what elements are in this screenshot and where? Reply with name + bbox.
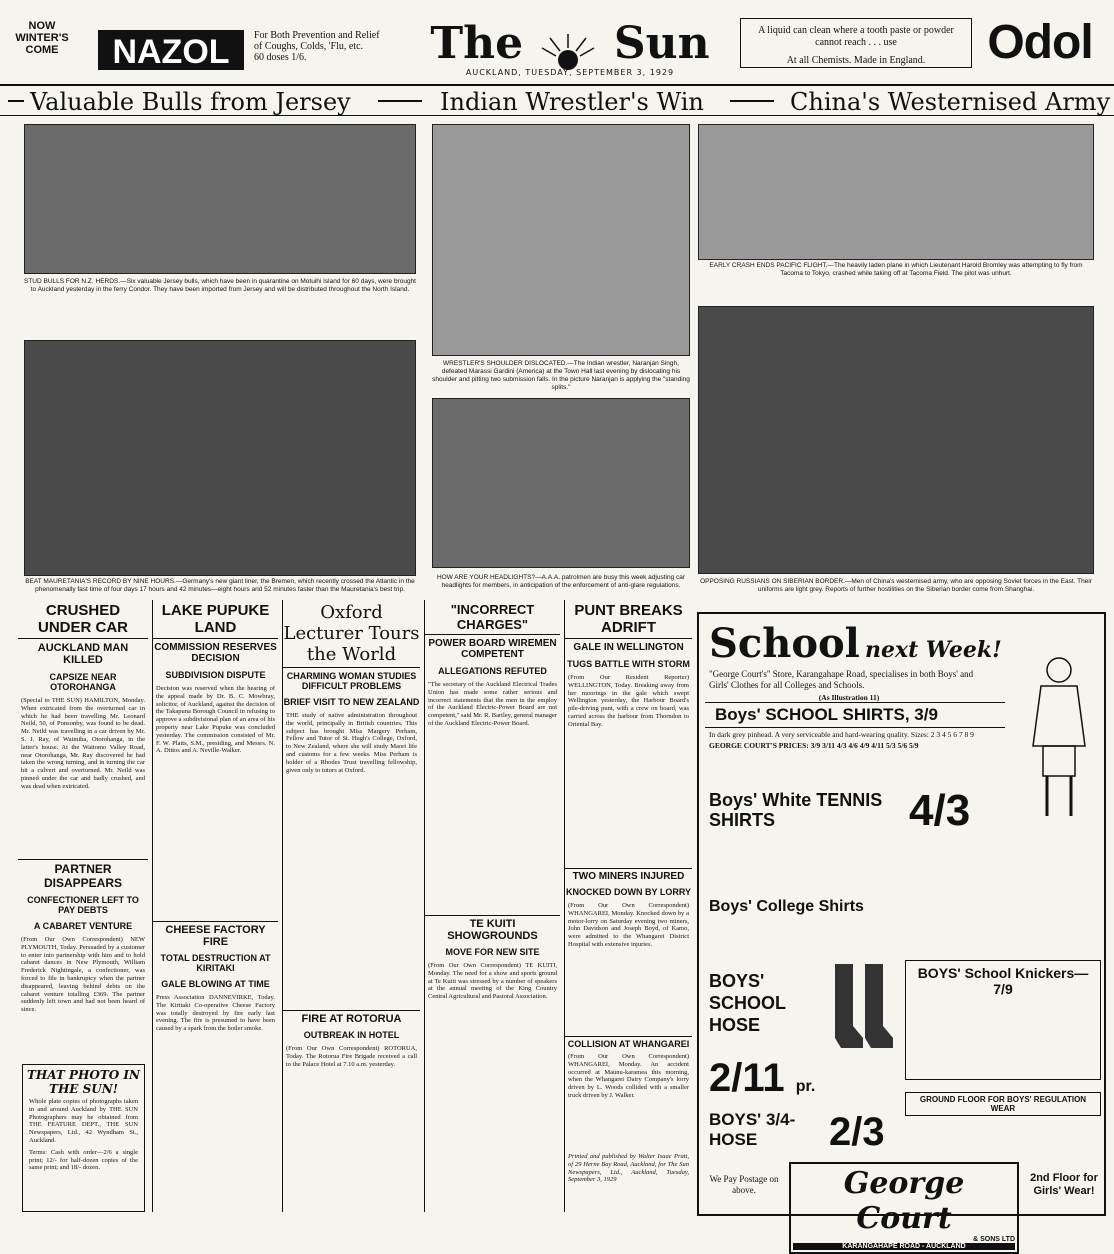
article-column-3 xyxy=(282,600,420,1212)
school-next-week: next Week! xyxy=(864,637,1002,663)
odol-ad-box xyxy=(740,18,972,68)
headline-wrestler: Indian Wrestler's Win xyxy=(440,88,704,116)
tennis-shirts-block xyxy=(709,790,909,830)
caption-liner: BEAT MAURETANIA'S RECORD BY NINE HOURS.—Germany's new giant liner, the Bremen, which recently crossed the Atlantic in the phenomenally fast time of four days 17 hours and 42 minutes—eight hours and 52 minutes faster than the Mauretania's best trip. xyxy=(25,578,415,593)
school-intro: "George Court's" Store, Karangahape Road, specialises in both Boys' and Girls' Clothes for all Colleges and Schools. xyxy=(709,669,974,690)
caption-bulls: STUD BULLS FOR N.Z. HERDS.—Six valuable Jersey bulls, which have been in quarantine on Motuihi Island for 60 days, were brought to Auckland yesterday in the ferry Condor. They have been imported from Jersey and will be distributed throughout the North Island. xyxy=(24,278,416,293)
headline-china: China's Westernised Army xyxy=(790,88,1111,116)
article-subheadline: CONFECTIONER LEFT TO PAY DEBTS xyxy=(27,895,139,915)
school-shirts-headline: Boys' SCHOOL SHIRTS, 3/9 xyxy=(705,702,1005,728)
boy-illustration-icon xyxy=(1019,652,1099,822)
article-headline: CHEESE FACTORY FIRE xyxy=(153,921,278,950)
article-subheadline: TUGS BATTLE WITH STORM xyxy=(567,659,690,669)
headline-rule xyxy=(730,100,774,102)
school-shirts-prices: GEORGE COURT'S PRICES: 3/9 3/11 4/3 4/6 4/9 4/11 5/3 5/6 5/9 xyxy=(709,741,919,750)
newspaper-title xyxy=(410,18,730,69)
article-subheadline: POWER BOARD WIREMEN COMPETENT xyxy=(428,638,557,660)
tennis-shirts-price: 4/3 xyxy=(909,786,971,835)
article-body: (From Our Own Correspondent) WHANGAREI, Monday. Knocked down by a motor-lorry on Saturday evening two miners, John Davidson and Joseph Boyd, of Kamo, were admitted to the Whangarei District Hospital with extensive injuries. xyxy=(568,902,689,948)
article-headline: LAKE PUPUKE LAND xyxy=(153,600,278,639)
article-body: (From Our Own Correspondent) ROTORUA, Today. The Rotorua Fire Brigade received a call to the Palace Hotel at 7.10 a.m. yesterday. xyxy=(286,1045,417,1068)
article-body: "The secretary of the Auckland Electrical Trades Union has made some rather serious and incorrect statements that the men in the employ of the Auckland Electric-Power Board are not competent," said Mr. R. Bartley, general manager of the Auckland Electric-Power Board. xyxy=(428,681,557,727)
photo-ad-terms: Terms: Cash with order—2/6 a single print; 12/- for half-dozen copies of the same print; and 18/- dozen. xyxy=(29,1148,138,1172)
headline-rule xyxy=(8,100,24,102)
headline-rule xyxy=(378,100,422,102)
article-headline: Oxford Lecturer Tours the World xyxy=(283,600,420,668)
photo-sales-ad xyxy=(22,1064,145,1212)
knickers-headline: BOYS' School Knickers—7/9 xyxy=(917,965,1089,997)
postage-note: We Pay Postage on above. xyxy=(709,1174,779,1195)
hose-price-unit: pr. xyxy=(795,1078,816,1095)
article-subheadline: CAPSIZE NEAR OTOROHANGA xyxy=(49,672,117,692)
winter-ad-text: NOW WINTER'S COME xyxy=(15,20,69,56)
three-quarter-hose-headline: BOYS' 3/4-HOSE xyxy=(709,1110,796,1149)
title-sun: Sun xyxy=(613,18,710,69)
article-headline: CRUSHED UNDER CAR xyxy=(18,600,148,639)
article-body: (From Our Own Correspondent) TE KUITI, Monday. The need for a show and sports ground at Te Kuiti was stressed by a number of speakers at the annual meeting of the King Country Central Agricultural and Pastoral Association. xyxy=(428,962,557,1001)
article-subheadline: SUBDIVISION DISPUTE xyxy=(165,670,266,680)
george-court-name: George Court xyxy=(843,1166,965,1236)
article-body: (Special to THE SUN) HAMILTON, Monday. When extricated from the overturned car in which he had been travelling Mr. Leonard Neild, 50, of Ponsonby, was found to be dead. Mr. Neild was travelling in a car driven by Mr. S. J. Ray, of Waimiha, Otorohanga, in the latter's house. At the Waitomo Valley Road, near Otorohanga, Mr. Ray discovered he had taken the wrong turning, and in turning the car hit a culvert and overturned. Mr. Neild was pinned under the car and badly crushed, and was dead when extricated. xyxy=(21,697,145,790)
headline-strip xyxy=(0,86,1114,116)
school-hose-headline: BOYS' SCHOOL HOSE xyxy=(709,971,786,1035)
article-headline: FIRE AT ROTORUA xyxy=(283,1010,420,1027)
hose-price xyxy=(709,1056,815,1101)
photo-liner xyxy=(24,340,416,576)
caption-headlights: HOW ARE YOUR HEADLIGHTS?—A.A.A. patrolmen are busy this week adjusting car headlights for members, in anticipation of the enforcement of anti-glare regulations. xyxy=(436,574,686,589)
article-headline: PARTNER DISAPPEARS xyxy=(18,859,148,892)
sun-emblem-icon xyxy=(538,32,598,62)
george-court-address: KARANGAHAPE ROAD - AUCKLAND xyxy=(793,1243,1015,1250)
hose-price-value: 2/11 xyxy=(709,1056,785,1100)
article-column-4 xyxy=(424,600,560,1212)
caption-crash: EARLY CRASH ENDS PACIFIC FLIGHT.—The heavily laden plane in which Lieutenant Harold Bromley was attempting to fly from Tacoma to Tokyo, crashed while taking off at Tacoma Field. The pilot was unhurt. xyxy=(709,262,1083,277)
article-headline: "INCORRECT CHARGES" xyxy=(425,600,560,635)
article-body: THE study of native administration throughout the world, principally in British countries. This subject has brought Miss Margery Perham, Fellow and Tutor of St. Hugh's College, Oxford, to New Zealand, where she will study Maori life and customs for a few weeks. Miss Perham is holder of a Rhodes Trust travelling fellowship, given only to tutors at Oxford. xyxy=(286,712,417,774)
article-body: (From Our Resident Reporter) WELLINGTON, Today. Breaking away from her moorings in the gale which swept Wellington yesterday, the Harbour Board's pile-driving punt, with a crew on board, was carried across the harbour from Thorndon to Oriental Bay. xyxy=(568,674,689,728)
photo-ad-body: Whole plate copies of photographs taken in and around Auckland by THE SUN Photographers may be obtained from THE FEATURE DEPT., THE SUN Newspapers, Ltd., 42 Wyndham St., Auckland. xyxy=(29,1098,138,1144)
photo-headlights xyxy=(432,398,690,568)
article-subheadline: CHARMING WOMAN STUDIES DIFFICULT PROBLEMS xyxy=(286,671,417,691)
photo-bulls xyxy=(24,124,416,274)
photo-plane-crash xyxy=(698,124,1094,260)
article-subheadline: BRIEF VISIT TO NEW ZEALAND xyxy=(283,697,420,707)
dateline: AUCKLAND, TUESDAY, SEPTEMBER 3, 1929 xyxy=(465,68,675,77)
article-subheadline: GALE IN WELLINGTON xyxy=(573,642,684,653)
article-subheadline: ALLEGATIONS REFUTED xyxy=(438,666,547,676)
article-headline: PUNT BREAKS ADRIFT xyxy=(565,600,692,639)
george-court-logo xyxy=(789,1162,1019,1254)
school-clothing-ad xyxy=(697,612,1106,1250)
article-subheadline: AUCKLAND MAN KILLED xyxy=(37,642,129,666)
tennis-shirts-headline: Boys' White TENNIS SHIRTS xyxy=(709,790,883,830)
nazol-ad-text xyxy=(254,30,384,63)
three-quarter-hose-price: 2/3 xyxy=(829,1110,885,1154)
imprint: Printed and published by Walter Isaac Pratt, of 29 Herne Bay Road, Auckland, for The Sun Newspapers, Ltd., Auckland, Tuesday, September 3, 1929 xyxy=(568,1153,689,1184)
article-body: Decision was reserved when the hearing of the appeal made by Dr. B. C. Mowbray, solicitor, of Auckland, against the decision of the Takapuna Borough Council in refusing to approve a subdivisional plan of an area of his property near Lake Pupuke was concluded yesterday. The commission consisted of Mr. F. W. Platts, S.M., presiding, and Messrs. N. A. Dittos and A. Neville-Walker. xyxy=(156,685,275,755)
college-shirts-headline: Boys' College Shirts xyxy=(709,898,864,915)
odol-ad-text: A liquid can clean where a tooth paste or powder cannot reach . . . use xyxy=(758,25,954,48)
photo-ad-headline: THAT PHOTO IN THE SUN! xyxy=(27,1068,140,1096)
article-subheadline: A CABARET VENTURE xyxy=(33,921,133,931)
george-court-sons: & SONS LTD xyxy=(973,1236,1015,1243)
article-subheadline: KNOCKED DOWN BY LORRY xyxy=(565,887,691,897)
odol-ad-sub: At all Chemists. Made in England. xyxy=(786,55,926,66)
article-subheadline: COMMISSION RESERVES DECISION xyxy=(154,642,277,664)
school-title: School xyxy=(709,620,860,667)
hose-socks-icon xyxy=(825,962,895,1052)
nazol-doses: 60 doses 1/6. xyxy=(254,52,307,63)
article-headline: COLLISION AT WHANGAREI xyxy=(565,1036,692,1051)
nazol-description: For Both Prevention and Relief of Coughs, Colds, 'Flu, etc. xyxy=(254,30,380,52)
title-the: The xyxy=(430,18,524,69)
caption-wrestler: WRESTLER'S SHOULDER DISLOCATED.—The Indian wrestler, Naranjan Singh, defeated Marassi Gardini (America) at the Town Hall last evening by dislocating his shoulder and pitting two submission falls. In the picture Naranjan is applying the "standing splits." xyxy=(432,360,690,391)
knickers-box xyxy=(905,960,1101,1080)
article-subheadline: OUTBREAK IN HOTEL xyxy=(303,1030,400,1040)
article-subheadline: MOVE FOR NEW SITE xyxy=(445,947,540,957)
article-body: (From Our Own Correspondent) WHANGAREI, Monday. An accident occurred at Maunu-karamea this morning, when the Whangarei Dairy Company's lorry driven by L. Woods collided with a smaller truck driven by J. Walker. xyxy=(568,1053,689,1099)
masthead xyxy=(0,0,1114,86)
article-column-5 xyxy=(564,600,692,1212)
caption-soldiers: OPPOSING RUSSIANS ON SIBERIAN BORDER.—Men of China's westernised army, who are opposing Soviet forces in the East. Their uniforms are light grey. Reports of further hostilities on the Siberian border come from Shanghai. xyxy=(700,578,1092,593)
article-body: Press Association DANNEVIRKE, Today. The Kiritaki Co-operative Cheese Factory was totally destroyed by fire early last evening. The fire is presumed to have been caused by a spark from the boiler smoke. xyxy=(156,994,275,1033)
odol-logo: Odol xyxy=(987,16,1093,69)
photo-wrestler xyxy=(432,124,690,356)
article-headline: TWO MINERS INJURED xyxy=(565,868,692,884)
regulation-wear: GROUND FLOOR FOR BOYS' REGULATION WEAR xyxy=(905,1092,1101,1116)
headline-bulls: Valuable Bulls from Jersey xyxy=(30,88,351,116)
article-body: (From Our Own Correspondent) NEW PLYMOUTH, Today. Persuaded by a customer to enter into partnership with him and to hold cabaret dances in New Plymouth, William Frederick Nightingale, a confectioner, was forced to file in bankruptcy when the partner disappeared, leaving behind debts on the cabaret venture totalling £369. The partner suddenly left town and had not been heard of since. xyxy=(21,936,145,1014)
article-column-2 xyxy=(152,600,278,1212)
girls-wear-note: 2nd Floor for Girls' Wear! xyxy=(1030,1172,1098,1197)
article-subheadline: TOTAL DESTRUCTION AT KIRITAKI xyxy=(160,953,271,973)
school-illustration: (As Illustration 11) xyxy=(818,693,880,702)
article-headline: TE KUITI SHOWGROUNDS xyxy=(425,915,560,944)
photo-soldiers xyxy=(698,306,1094,574)
article-subheadline: GALE BLOWING AT TIME xyxy=(161,979,270,989)
nazol-logo: NAZOL xyxy=(98,30,244,70)
school-shirts-desc: In dark grey pinhead. A very serviceable and hard-wearing quality. Sizes: 2 3 4 5 6 7 8 9 xyxy=(709,730,974,739)
